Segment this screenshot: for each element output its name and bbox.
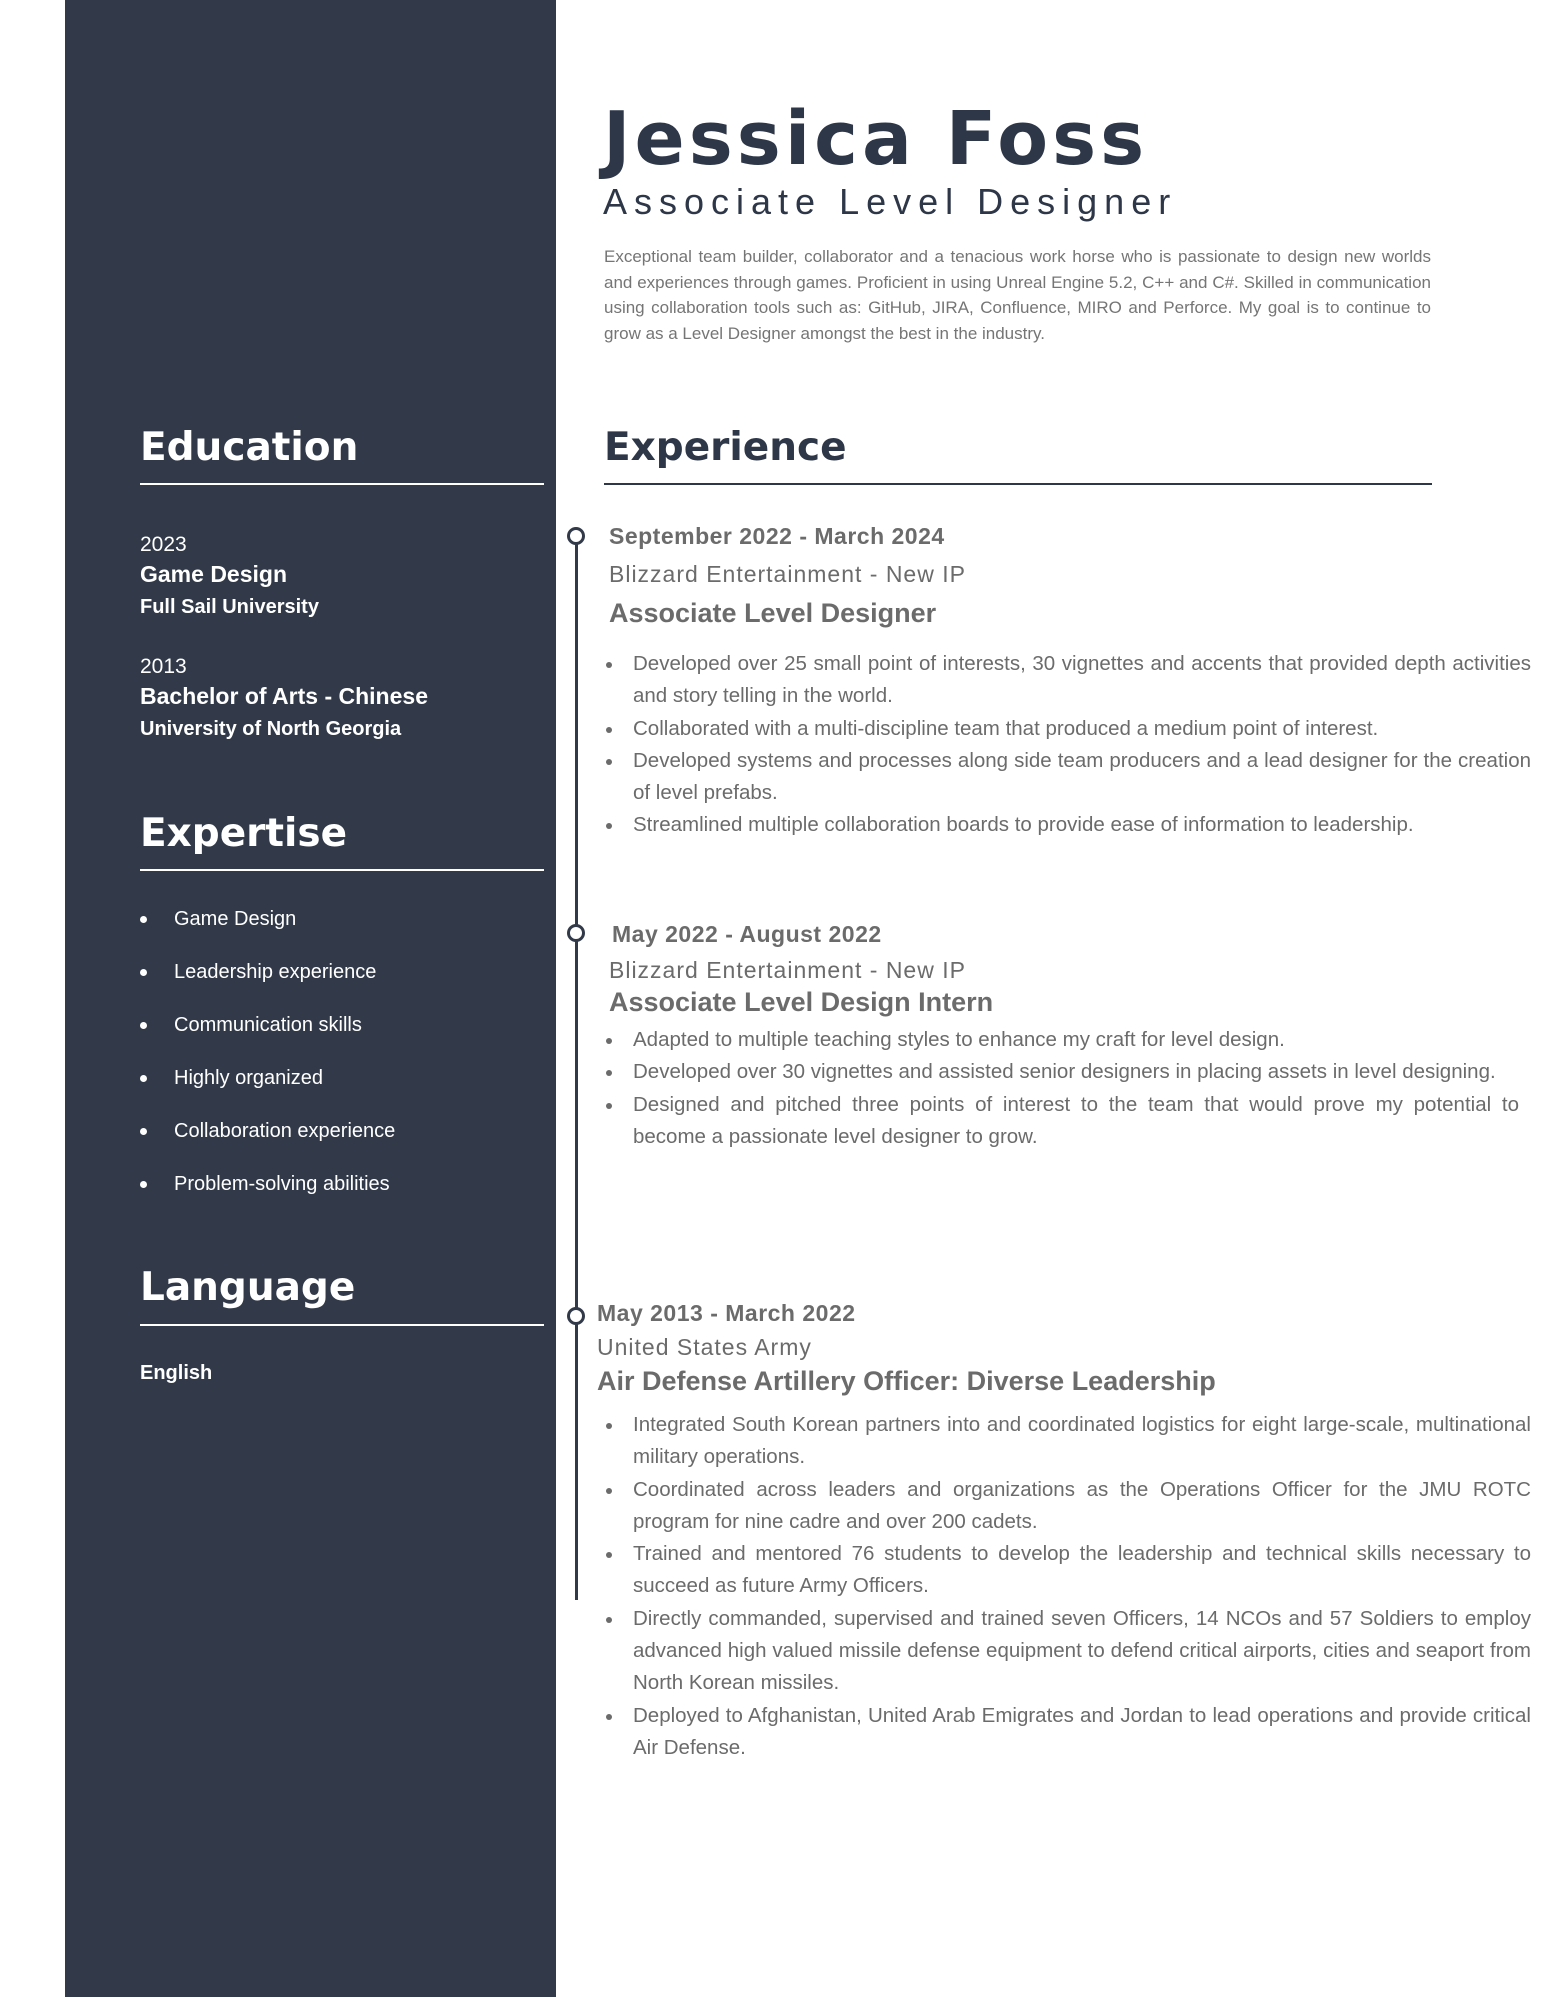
job-bullet: Collaborated with a multi-discipline team that produced a medium point of interest.	[604, 713, 1531, 745]
education-degree: Bachelor of Arts - Chinese	[140, 683, 428, 709]
expertise-item: Collaboration experience	[140, 1116, 540, 1169]
education-year: 2013	[140, 655, 187, 678]
job-bullet: Developed over 30 vignettes and assisted senior designers in placing assets in level designing.	[604, 1056, 1519, 1088]
candidate-name: Jessica Foss	[603, 96, 1149, 182]
job-company: Blizzard Entertainment - New IP	[609, 561, 966, 587]
job-bullet: Streamlined multiple collaboration boards to provide ease of information to leadership.	[604, 809, 1531, 841]
expertise-item: Communication skills	[140, 1010, 540, 1063]
language-divider	[140, 1324, 544, 1326]
job-company: Blizzard Entertainment - New IP	[609, 957, 966, 983]
job-bullet: Integrated South Korean partners into and coordinated logistics for eight large-scale, multinational military operations.	[604, 1409, 1531, 1474]
profile-summary: Exceptional team builder, collaborator and a tenacious work horse who is passionate to design new worlds and experiences through games. Proficient in using Unreal Engine 5.2, C++ and C#. Skilled in communication using collaboration tools such as: GitHub, JIRA, Confluence, MIRO and Perforce. My goal is to continue to grow as a Level Designer amongst the best in the industry.	[604, 247, 1431, 343]
experience-divider	[604, 483, 1432, 485]
education-heading: Education	[140, 425, 359, 470]
timeline-dot	[567, 527, 585, 545]
experience-heading: Experience	[604, 425, 847, 470]
job-bullets	[604, 1409, 1531, 1764]
expertise-item: Highly organized	[140, 1063, 540, 1116]
job-bullet: Deployed to Afghanistan, United Arab Emigrates and Jordan to lead operations and provide critical Air Defense.	[604, 1700, 1531, 1765]
expertise-item: Problem-solving abilities	[140, 1169, 540, 1222]
language-item: English	[140, 1362, 213, 1384]
education-school: University of North Georgia	[140, 718, 402, 740]
job-title: Associate Level Designer	[609, 598, 937, 628]
timeline-line	[575, 544, 578, 1600]
job-bullet: Trained and mentored 76 students to develop the leadership and technical skills necessary to succeed as future Army Officers.	[604, 1538, 1531, 1603]
candidate-role: Associate Level Designer	[603, 181, 1178, 222]
job-company: United States Army	[597, 1334, 812, 1360]
job-title: Associate Level Design Intern	[609, 987, 994, 1017]
timeline-dot	[567, 924, 585, 942]
job-dates: May 2022 - August 2022	[612, 921, 882, 947]
job-title: Air Defense Artillery Officer: Diverse Leadership	[597, 1366, 1216, 1396]
job-dates: September 2022 - March 2024	[609, 523, 945, 549]
education-school: Full Sail University	[140, 596, 319, 618]
expertise-divider	[140, 869, 544, 871]
job-dates: May 2013 - March 2022	[597, 1300, 856, 1326]
education-year: 2023	[140, 533, 187, 556]
job-bullets	[604, 1024, 1519, 1153]
job-bullet: Developed over 25 small point of interests, 30 vignettes and accents that provided depth activities and story telling in the world.	[604, 648, 1531, 713]
expertise-heading: Expertise	[140, 811, 348, 856]
language-heading: Language	[140, 1265, 356, 1310]
job-bullet: Developed systems and processes along side team producers and a lead designer for the creation of level prefabs.	[604, 745, 1531, 810]
expertise-list	[140, 904, 540, 1222]
job-bullet: Coordinated across leaders and organizations as the Operations Officer for the JMU ROTC program for nine cadre and over 200 cadets.	[604, 1474, 1531, 1539]
job-bullets	[604, 648, 1531, 842]
timeline-dot	[567, 1307, 585, 1325]
education-divider	[140, 483, 544, 485]
expertise-item: Leadership experience	[140, 957, 540, 1010]
job-bullet: Designed and pitched three points of interest to the team that would prove my potential to become a passionate level designer to grow.	[604, 1089, 1519, 1154]
education-degree: Game Design	[140, 561, 287, 587]
job-bullet: Adapted to multiple teaching styles to enhance my craft for level design.	[604, 1024, 1519, 1056]
job-bullet: Directly commanded, supervised and trained seven Officers, 14 NCOs and 57 Soldiers to employ advanced high valued missile defense equipment to defend critical airports, cities and seaport from North Korean missiles.	[604, 1603, 1531, 1700]
expertise-item: Game Design	[140, 904, 540, 957]
